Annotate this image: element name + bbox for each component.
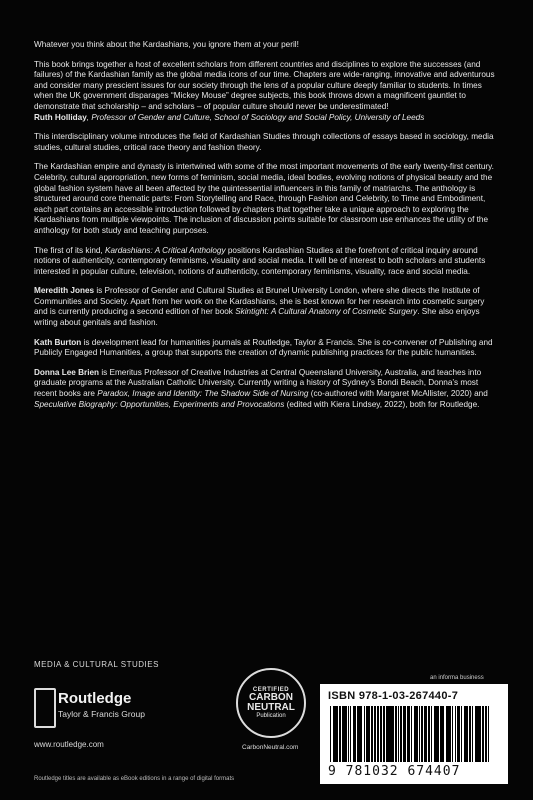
bio-jones-pre: is Professor of Gender and Cultural Studies at Brunel University London, where she directs the Institute of Communities and Society. Apart from her work on the Kardashians, she is best known for her research into cosmetic surgery and is currently producing a second edition of her book bbox=[34, 286, 485, 317]
barcode-bar bbox=[333, 706, 334, 762]
bio-jones-post: . She also enjoys writing about genitals and fashion. bbox=[34, 307, 480, 328]
barcode-bar bbox=[335, 706, 338, 762]
body-paragraph-1: This interdisciplinary volume introduces the field of Kardashian Studies through collections of essays based in sociology, media studies, cultural studies, critical race theory and fashion theory. bbox=[34, 132, 494, 152]
barcode-bar bbox=[421, 706, 422, 762]
body-paragraph-2: The Kardashian empire and dynasty is intertwined with some of the most important movements of the early twenty-first century. Celebrity, cultural appropriation, new forms of feminism, social media, ideal bodies, evolving notions of physical beauty and the global fashion system have all been affected by the quintessential influencers in this family of matriarchs. The anthology is structured around core thematic parts: From Storytelling and Race, through Fashion and Celebrity, to Time and Embodiment, each part contains an accessible introduction followed by chapters that together take a unique approach to exploring the Kardashians from multiple viewpoints. The inclusion of discussion points suitable for classroom use enhances the utility of the anthology for both study and teaching purposes. bbox=[34, 162, 494, 235]
barcode-bar bbox=[386, 706, 389, 762]
barcode-bar bbox=[374, 706, 375, 762]
stamp-main: CARBON NEUTRAL bbox=[247, 692, 295, 713]
bio-jones-name: Meredith Jones bbox=[34, 286, 95, 296]
publisher-group: Taylor & Francis Group bbox=[58, 709, 145, 719]
barcode-bar bbox=[371, 706, 372, 762]
bio-brien-t3: (edited with Kiera Lindsey, 2022), both for Routledge. bbox=[284, 399, 480, 409]
bio-brien-b2: Speculative Biography: Opportunities, Experiments and Provocations bbox=[34, 399, 285, 409]
isbn-label: ISBN 978-1-03-267440-7 bbox=[328, 690, 459, 702]
bio-brien-t1: is Emeritus Professor of Creative Industries at Central Queensland University, Australia, and teaches into graduate programs at the Australian Catholic University. Currently writing a history of Sydney’s Bondi Beach, Donna’s most recent books are bbox=[34, 367, 482, 399]
barcode-bar bbox=[380, 706, 381, 762]
bio-jones-book: Skintight: A Cultural Anatomy of Cosmetic Surgery bbox=[235, 307, 418, 317]
barcode-bar bbox=[342, 706, 346, 762]
barcode-bar bbox=[357, 706, 360, 762]
barcode-bar bbox=[488, 706, 489, 762]
barcode-bar bbox=[428, 706, 429, 762]
barcode-bar bbox=[350, 706, 351, 762]
stamp-top: CERTIFIED bbox=[252, 687, 290, 693]
carbon-neutral-stamp-icon bbox=[236, 668, 306, 738]
barcode-bar bbox=[389, 706, 393, 762]
barcode-bar bbox=[482, 706, 483, 762]
publisher-url[interactable]: www.routledge.com bbox=[34, 740, 104, 749]
routledge-mark-icon bbox=[34, 688, 56, 728]
ebook-footnote: Routledge titles are available as eBook editions in a range of digital formats bbox=[34, 776, 235, 782]
barcode-bar bbox=[353, 706, 356, 762]
kind-pre: The first of its kind, bbox=[34, 245, 105, 255]
barcode-bar bbox=[364, 706, 365, 762]
barcode-bar bbox=[455, 706, 456, 762]
publisher-name: Routledge bbox=[58, 690, 132, 707]
barcode-bar bbox=[403, 706, 406, 762]
barcode-bar bbox=[485, 706, 486, 762]
endorsement-affil-plain: , Professor of Gender and Culture, bbox=[86, 112, 215, 122]
barcode-bar bbox=[339, 706, 340, 762]
barcode-bar bbox=[446, 706, 449, 762]
endorsement-affil: School of Sociology and Social Policy, University of Leeds bbox=[214, 112, 425, 122]
bio-burton bbox=[34, 338, 499, 359]
barcode-bar bbox=[377, 706, 380, 762]
barcode-bar bbox=[461, 706, 462, 762]
isbn-barcode bbox=[320, 684, 508, 784]
barcode-icon bbox=[330, 706, 498, 762]
barcode-bar bbox=[360, 706, 361, 762]
barcode-bar bbox=[449, 706, 450, 762]
barcode-bar bbox=[424, 706, 427, 762]
barcode-bar bbox=[395, 706, 396, 762]
cover-text-block bbox=[34, 40, 499, 419]
isbn-digits: 9 781032 674407 bbox=[328, 764, 461, 779]
series-label: MEDIA & CULTURAL STUDIES bbox=[34, 660, 159, 669]
bio-brien-name: Donna Lee Brien bbox=[34, 367, 100, 377]
barcode-bar bbox=[398, 706, 399, 762]
barcode-bar bbox=[383, 706, 384, 762]
barcode-bar bbox=[434, 706, 437, 762]
lead-sentence: Whatever you think about the Kardashians, you ignore them at your peril! bbox=[34, 40, 299, 49]
barcode-bar bbox=[414, 706, 418, 762]
book-title: Kardashians: A Critical Anthology bbox=[104, 245, 226, 255]
barcode-bar bbox=[330, 706, 331, 762]
bio-jones bbox=[34, 286, 499, 328]
barcode-bar bbox=[478, 706, 481, 762]
barcode-bar bbox=[440, 706, 444, 762]
bio-brien-t2: (co-authored with Margaret McAllister, 2020) and bbox=[308, 389, 488, 399]
barcode-bar bbox=[464, 706, 468, 762]
barcode-bar bbox=[400, 706, 401, 762]
endorsement-author: Ruth Holliday bbox=[34, 112, 87, 122]
endorsement-text: This book brings together a host of excellent scholars from different countries and disciplines to explore the successes (and failures) of the Kardashian family as the global media icons of our time. Chapters are wide-ranging, innovative and adventurous and consider many prescient issues for our society through the lens of a popular culture deeply familiar to students. In times when the UK government disparages “Mickey Mouse” degree subjects, this book throws down a magnificent gauntlet to demonstrate that scholarship – and scholars – of popular culture should never be underestimated! bbox=[34, 59, 495, 111]
stamp-bottom: Publication bbox=[256, 713, 286, 719]
barcode-bar bbox=[411, 706, 412, 762]
barcode-bar bbox=[437, 706, 438, 762]
bio-brien bbox=[34, 368, 499, 410]
barcode-bar bbox=[457, 706, 460, 762]
bio-burton-name: Kath Burton bbox=[34, 337, 82, 347]
barcode-bar bbox=[431, 706, 432, 762]
bio-brien-b1: Paradox, Image and Identity: The Shadow Side of Nursing bbox=[97, 389, 309, 399]
barcode-bar bbox=[469, 706, 470, 762]
endorsement bbox=[34, 60, 499, 124]
bio-burton-text: is development lead for humanities journals at Routledge, Taylor & Francis. She is co-convener of Publishing and Publicly Engaged Humanities, a group that supports the creation of dynamic publishing practices for the public humanities. bbox=[34, 337, 493, 358]
carbon-url: CarbonNeutral.com bbox=[242, 744, 299, 751]
barcode-bar bbox=[419, 706, 420, 762]
barcode-bar bbox=[475, 706, 478, 762]
barcode-bar bbox=[452, 706, 453, 762]
barcode-bar bbox=[348, 706, 349, 762]
barcode-bar bbox=[472, 706, 473, 762]
barcode-bar bbox=[366, 706, 370, 762]
informa-label: an informa business bbox=[430, 675, 484, 681]
barcode-bar bbox=[407, 706, 410, 762]
routledge-logo bbox=[34, 688, 154, 728]
body-paragraph-3 bbox=[34, 246, 499, 278]
kind-post: positions Kardashian Studies at the forefront of critical inquiry around notions of authenticity, contemporary feminisms, visuality and social media. It will be of interest to both scholars and students interested in popular culture, television, notions of authenticity, contemporary feminisms, visuality, race and social media. bbox=[34, 245, 486, 276]
